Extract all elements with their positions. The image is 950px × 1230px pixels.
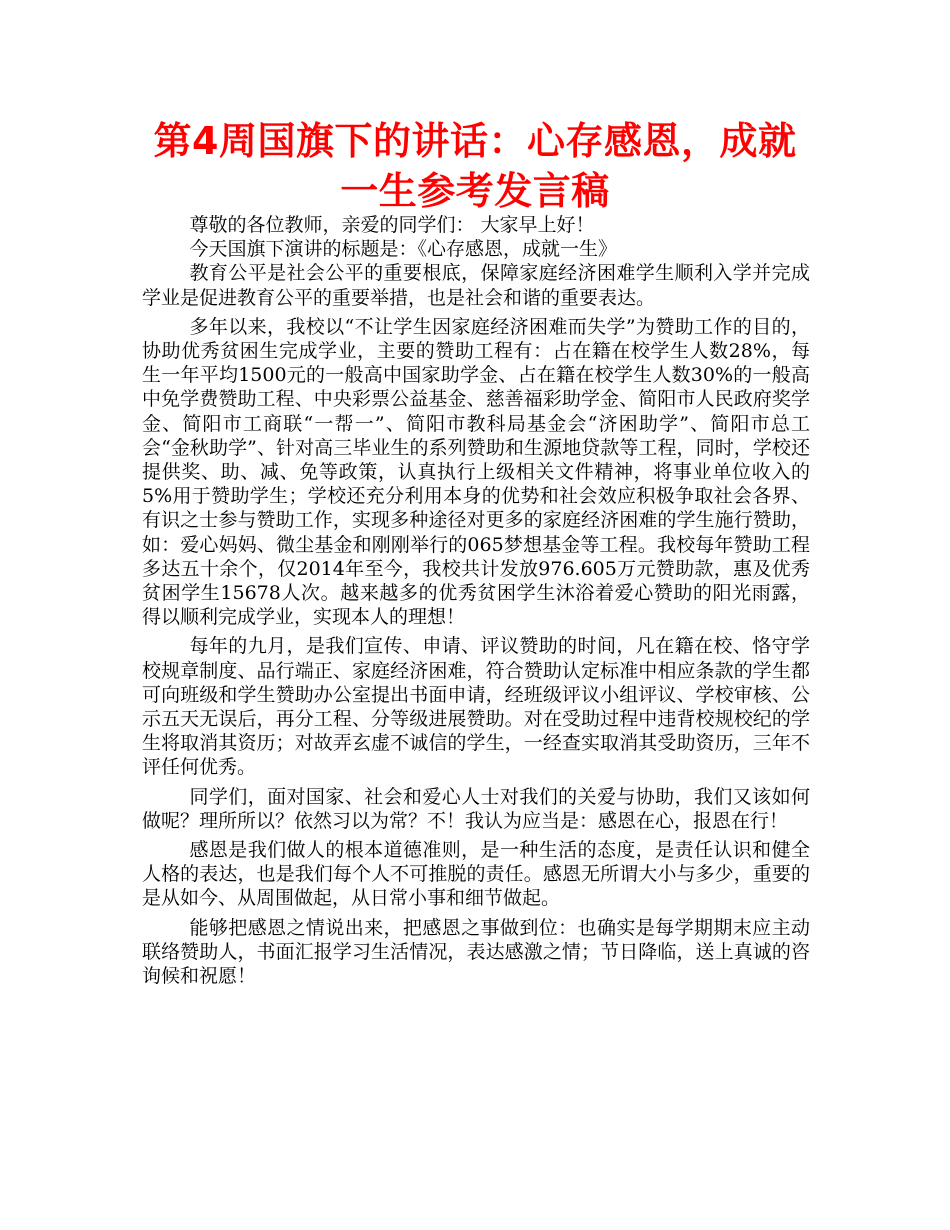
paragraph-education-fairness: 教育公平是社会公平的重要根底，保障家庭经济困难学生顺利入学并完成学业是促进教育公平的重要举措，也是社会和谐的重要表达。 xyxy=(142,262,810,309)
paragraph-speech-title: 今天国旗下演讲的标题是：《心存感恩，成就一生》 xyxy=(189,238,618,261)
paragraph-greeting: 尊敬的各位教师，亲爱的同学们： 大家早上好！ xyxy=(189,214,595,236)
paragraph-application-process: 每年的九月，是我们宣传、申请、评议赞助的时间，凡在籍在校、恪守学校规章制度、品行端正、家庭经济困难，符合赞助认定标准中相应条款的学生都可向班级和学生赞助办公室提出书面申请，经班级评议小组评议、学校审核、公示五天无误后，再分工程、分等级进展赞助。对在受助过程中违背校规校纪的学生将取消其资历；对故弄玄虚不诚信的学生，一经查实取消其受助资历，三年不评任何优秀。 xyxy=(142,635,810,779)
document-body xyxy=(142,213,810,993)
paragraph-aid-programs: 多年以来，我校以“不让学生因家庭经济困难而失学”为赞助工作的目的，协助优秀贫困生完成学业，主要的赞助工程有：占在籍在校学生人数28%，每生一年平均1500元的一般高中国家助学金、占在籍在校学生人数30%的一般高中免学费赞助工程、中央彩票公益基金、慈善福彩助学金、简阳市人民政府奖学金、简阳市工商联“一帮一”、简阳市教科局基金会“济困助学”、简阳市总工会“金秋助学”、针对高三毕业生的系列赞助和生源地贷款等工程，同时，学校还提供奖、助、减、免等政策，认真执行上级相关文件精神，将事业单位收入的5%用于赞助学生；学校还充分利用本身的优势和社会效应积极争取社会各界、有识之士参与赞助工作，实现多种途径对更多的家庭经济困难的学生施行赞助，如：爱心妈妈、微尘基金和刚刚举行的065梦想基金等工程。我校每年赞助工程多达五十余个，仅2014年至今，我校共计发放976.605万元赞助款，惠及优秀贫困学生15678人次。越来越多的优秀贫困学生沐浴着爱心赞助的阳光雨露，得以顺利完成学业，实现本人的理想！ xyxy=(142,315,810,629)
paragraph-gratitude-action: 能够把感恩之情说出来，把感恩之事做到位：也确实是每学期期末应主动联络赞助人，书面汇报学习生活情况，表达感激之情；节日降临，送上真诚的咨询候和祝愿！ xyxy=(142,916,810,988)
paragraph-how-to-respond: 同学们，面对国家、社会和爱心人士对我们的关爱与协助，我们又该如何做呢？理所所以？依然习以为常？不！我认为应当是：感恩在心，报恩在行！ xyxy=(142,785,810,832)
document-title: 第4周国旗下的讲话：心存感恩，成就一生参考发言稿 xyxy=(153,119,797,213)
paragraph-gratitude-principle: 感恩是我们做人的根本道德准则，是一种生活的态度，是责任认识和健全人格的表达，也是我们每个人不可推脱的责任。感恩无所谓大小与多少，重要的是从如今、从周围做起，从日常小事和细节做起。 xyxy=(142,839,810,910)
